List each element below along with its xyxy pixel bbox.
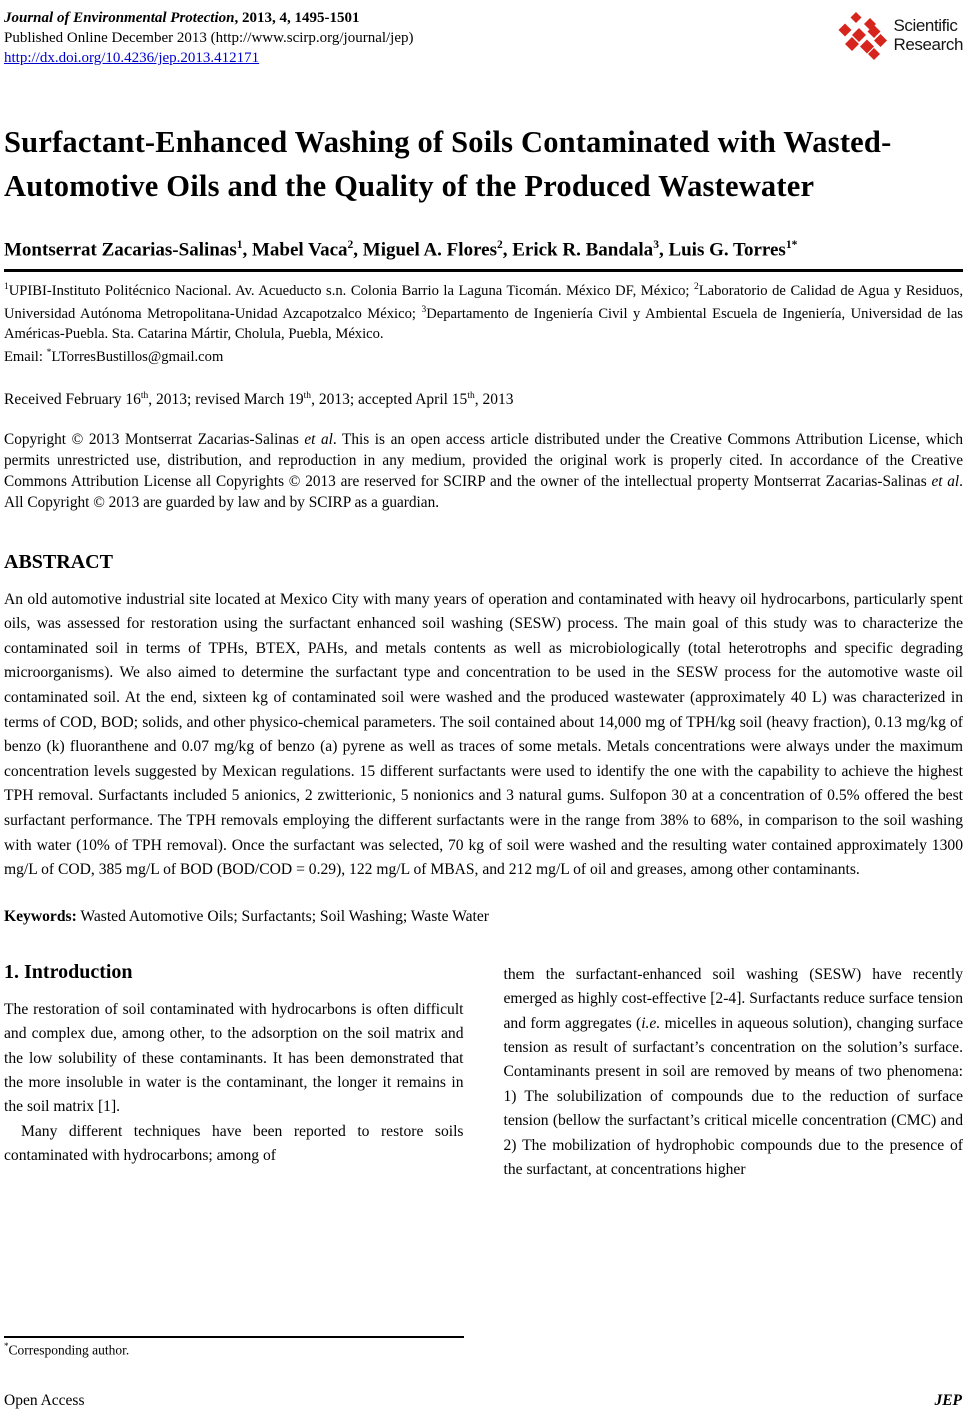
email-address: LTorresBustillos@gmail.com <box>51 349 224 366</box>
page-footer <box>4 1392 962 1410</box>
authors-divider-rule <box>4 269 963 272</box>
copyright-text: Copyright © 2013 Montserrat Zacarias-Salinas <box>4 430 305 448</box>
author-name: Montserrat Zacarias-Salinas <box>4 239 237 261</box>
author-name: Miguel A. Flores <box>362 239 497 261</box>
keywords-label: Keywords: <box>4 907 77 925</box>
footnote-text: Corresponding author. <box>8 1342 130 1357</box>
email-asterisk: * <box>46 348 52 359</box>
affiliation-text: Departamento de Ingeniería Civil y Ambiental Escuela de Ingeniería, Universidad de las Américas-Puebla. Sta. Catarina Mártir, Cholula, Puebla, México. <box>4 306 963 342</box>
copyright-text: . This is an open access article distributed under the Creative Commons Attribution License, which permits unrestricted use, distribution, and reproduction in any medium, provided the original work is properly cited. In accordance of the Creative Commons Attribution License all Copyrights © 2013 are reserved for SCIRP and the owner of the intellectual property Montserrat Zacarias-Salinas <box>4 430 964 490</box>
received-dates-line <box>4 391 963 409</box>
intro-paragraph-2: Many different techniques have been reported to restore soils contaminated with hydrocarbons; among of <box>4 1122 464 1165</box>
email-label: Email: <box>4 349 47 366</box>
author-name: Erick R. Bandala <box>512 239 654 261</box>
intro-paragraph-1: The restoration of soil contaminated with hydrocarbons is often difficult and complex due, among other, to the adsorption on the soil matrix and the low solubility of these contaminants. It has been demonstrated that the more insoluble in water is the contaminant, the longer it remains in the soil matrix [1]. <box>4 1000 464 1116</box>
affiliation-text: UPIBI-Instituto Politécnico Nacional. Av. Acueducto s.n. Colonia Barrio la Laguna Ticomán. México DF, México; <box>8 282 694 299</box>
author-separator: , <box>353 239 363 261</box>
author-separator: , <box>502 239 513 261</box>
journal-issue-pages: , 2013, 4, 1495-1501 <box>234 10 360 26</box>
header-citation-block <box>4 8 414 68</box>
received-text: , 2013; accepted April 15 <box>311 390 468 408</box>
author-affiliation-sup: 2 <box>347 239 354 251</box>
author-affiliation-sup: 2 <box>496 239 503 251</box>
paper-title: Surfactant-Enhanced Washing of Soils Contaminated with Wasted-Automotive Oils and the Quality of the Produced Wastewater <box>4 125 892 203</box>
intro-text: them the surfactant-enhanced soil washing (SESW) have recently emerged as highly cost-effective [2-4]. Surfactants reduce surface tension and form aggregates ( <box>503 965 963 1032</box>
affiliation-sup: 3 <box>421 305 427 316</box>
keywords-line <box>4 908 963 926</box>
affiliations-block <box>4 278 963 345</box>
ordinal-sup: th <box>467 390 475 401</box>
publisher-logo <box>832 10 963 62</box>
et-al-italic: et al <box>931 472 960 490</box>
publisher-name-line1: Scientific <box>893 16 958 35</box>
publisher-name <box>893 16 963 54</box>
author-separator: , <box>242 239 252 261</box>
authors-line <box>4 239 963 261</box>
received-text: Received February 16 <box>4 390 141 408</box>
author-separator: , <box>658 239 669 261</box>
author-affiliation-sup: 3 <box>653 239 659 251</box>
publisher-name-line2: Research <box>893 35 963 54</box>
published-online-line: Published Online December 2013 (http://www.scirp.org/journal/jep) <box>4 30 414 46</box>
email-line <box>4 344 963 367</box>
author-affiliation-sup: 1* <box>785 239 798 251</box>
footnote-rule <box>4 1336 464 1338</box>
received-text: , 2013; revised March 19 <box>148 390 304 408</box>
left-column <box>4 926 464 1183</box>
affiliation-sup: 1 <box>4 281 9 292</box>
open-access-label: Open Access <box>4 1392 85 1409</box>
copyright-text: . All Copyright © 2013 are guarded by law and by SCIRP as a guardian. <box>4 472 963 511</box>
author-name: Luis G. Torres <box>668 239 786 261</box>
footnote-asterisk: * <box>4 1340 9 1351</box>
author-affiliation-sup: 1 <box>236 239 243 251</box>
right-column <box>504 926 964 1183</box>
ordinal-sup: th <box>140 390 149 401</box>
abstract-body: An old automotive industrial site located at Mexico City with many years of operation and contaminated with heavy oil hydrocarbons, particularly spent oils, was assessed for restoration using the surfactant enhanced soil washing (SESW) process. The main goal of this study was to characterize the contaminated soil in terms of TPHs, BTEX, PAHs, and metals contents as well as microbiologically (total heterotrophs and specific degrading microorganisms). We also aimed to determine the surfactant type and concentration to be used in the SESW process for the automotive waste oil contaminated soil. At the end, sixteen kg of contaminated soil were washed and the produced wastewater (approximately 40 L) was characterized in terms of COD, BOD; solids, and other physico-chemical parameters. The soil contained about 14,000 mg of TPH/kg soil (heavy fraction), 0.13 mg/kg of benzo (k) fluoranthene and 0.07 mg/kg of benzo (a) pyrene as well as traces of some metals. Metals concentrations were always under the maximum concentration levels suggested by Mexican regulations. 15 different surfactants were used to identify the one with the capability to achieve the highest TPH removal. Surfactants included 5 anionics, 2 zwitterionic, 5 nonionics and 3 natural gums. Sulfopon 30 at a concentration of 0.5% offered the best surfactant performance. The TPH removals employing the different surfactants were in the range from 38% to 68%, in comparison to the soil washing with water (10% of TPH removal). Once the surfactant was selected, 70 kg of soil were washed and the resulting water contained approximately 1300 mg/L of COD, 385 mg/L of BOD (BOD/COD = 0.29), 122 mg/L of MBAS, and 212 mg/L of oil and greases, among other contaminants. <box>4 590 963 879</box>
intro-paragraph-3 <box>504 963 964 1183</box>
keywords-text: Wasted Automotive Oils; Surfactants; Soil Washing; Waste Water <box>76 907 489 925</box>
journal-citation-line <box>4 8 414 28</box>
introduction-heading: 1. Introduction <box>4 960 133 983</box>
author-name: Mabel Vaca <box>251 239 348 261</box>
journal-abbrev: JEP <box>934 1392 962 1409</box>
affiliation-sup: 2 <box>693 281 699 292</box>
affiliation-text: Laboratorio de Calidad de Agua y Residuos, Universidad Autónoma Metropolitana-Unidad Azcapotzalco México; <box>4 282 963 323</box>
page-header <box>4 8 963 68</box>
abstract-heading: ABSTRACT <box>4 550 113 573</box>
intro-text: micelles in aqueous solution), changing surface tension as result of surfactant’s concentration on the solution’s surface. Contaminants present in soil are removed by means of two phenomena: 1) The solubilization of compounds due to the reduction of surface tension (bellow the surfactant’s critical micelle concentration (CMC) and 2) The mobilization of hydrophobic compounds due to the presence of the surfactant, at concentrations higher <box>503 1014 963 1178</box>
received-text: , 2013 <box>474 390 514 408</box>
two-column-section <box>4 926 963 1183</box>
corresponding-author-footnote <box>4 1341 464 1359</box>
copyright-paragraph <box>4 430 963 514</box>
ie-italic: i.e. <box>641 1014 661 1032</box>
et-al-italic: et al <box>304 430 333 448</box>
doi-link[interactable]: http://dx.doi.org/10.4236/jep.2013.412171 <box>4 50 260 66</box>
scirp-diamonds-icon <box>832 10 888 62</box>
journal-name: Journal of Environmental Protection <box>4 10 235 26</box>
footnote-block <box>4 1336 464 1358</box>
ordinal-sup: th <box>303 390 312 401</box>
